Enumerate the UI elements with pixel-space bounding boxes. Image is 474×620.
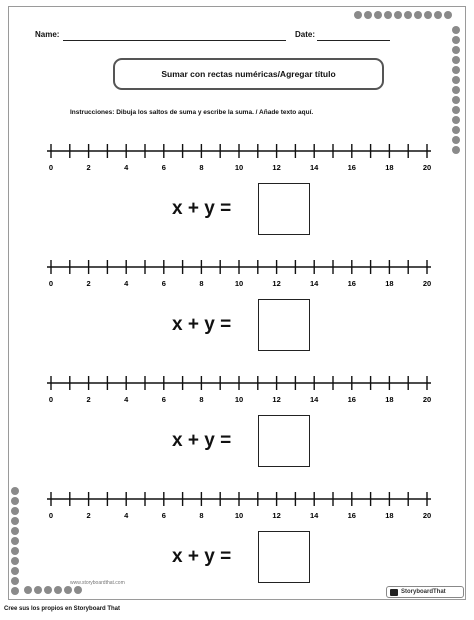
tick-label: 16 [347, 511, 356, 520]
tick-label: 18 [385, 163, 394, 172]
addition-expression: x + y = [172, 314, 232, 335]
tick-label: 20 [422, 163, 432, 172]
tick-label: 12 [272, 279, 281, 288]
decorative-dot [452, 76, 460, 84]
tick-label: 4 [124, 279, 129, 288]
decorative-dot [11, 577, 19, 585]
decorative-dot [44, 586, 52, 594]
tick-label: 20 [422, 395, 432, 404]
tick-label: 8 [199, 395, 204, 404]
decorative-dot [452, 146, 460, 154]
decorative-dot [452, 36, 460, 44]
addition-expression: x + y = [172, 198, 232, 219]
decorative-dot [394, 11, 402, 19]
decorative-dot [11, 507, 19, 515]
decorative-dot [11, 517, 19, 525]
tick-label: 16 [347, 163, 356, 172]
decorative-dot [452, 136, 460, 144]
page-title: Sumar con rectas numéricas/Agregar título [161, 69, 336, 79]
decorative-dot [452, 26, 460, 34]
tick-label: 6 [161, 395, 166, 404]
tick-label: 14 [310, 279, 319, 288]
tick-label: 18 [385, 279, 394, 288]
decorative-dot [424, 11, 432, 19]
decorative-dot [452, 106, 460, 114]
decorative-dot [444, 11, 452, 19]
decorative-dot [452, 96, 460, 104]
tick-label: 20 [422, 511, 432, 520]
decorative-dot [34, 586, 42, 594]
tick-label: 6 [161, 163, 166, 172]
decorative-dot [11, 487, 19, 495]
tick-label: 0 [48, 511, 54, 520]
decorative-dot [24, 586, 32, 594]
decorative-dot [452, 46, 460, 54]
decorative-dot [384, 11, 392, 19]
tick-label: 12 [272, 395, 281, 404]
tick-label: 10 [234, 279, 244, 288]
decorative-dot [452, 86, 460, 94]
tick-label: 0 [48, 395, 54, 404]
tick-label: 6 [161, 279, 166, 288]
tick-label: 20 [422, 279, 432, 288]
tick-label: 10 [234, 511, 244, 520]
addition-expression: x + y = [172, 430, 232, 451]
footer-text[interactable]: Cree sus los propios en Storyboard That [4, 606, 121, 612]
decorative-dot [54, 586, 62, 594]
decorative-dot [452, 116, 460, 124]
decorative-dot [11, 537, 19, 545]
tick-label: 16 [347, 395, 356, 404]
tick-label: 0 [48, 279, 54, 288]
decorative-dot [11, 547, 19, 555]
logo-text: StoryboardThat [401, 589, 446, 595]
tick-label: 8 [199, 163, 204, 172]
tick-label: 12 [272, 163, 281, 172]
decorative-dot [11, 497, 19, 505]
instructions: Instrucciones: Dibuja los saltos de suma y escribe la suma. / Añade texto aquí. [70, 109, 314, 116]
tick-label: 14 [310, 395, 319, 404]
tick-label: 2 [86, 511, 91, 520]
storyboard-icon [390, 589, 398, 596]
decorative-dot [74, 586, 82, 594]
tick-label: 4 [124, 395, 129, 404]
tick-label: 2 [86, 395, 91, 404]
tick-label: 6 [161, 511, 166, 520]
decorative-dot [434, 11, 442, 19]
decorative-dot [452, 66, 460, 74]
name-label: Name: [35, 30, 60, 39]
tick-label: 8 [199, 279, 204, 288]
tick-label: 18 [385, 511, 394, 520]
decorative-dot [452, 56, 460, 64]
decorative-dot [404, 11, 412, 19]
tick-label: 4 [124, 511, 129, 520]
tick-label: 14 [310, 163, 319, 172]
decorative-dot [452, 126, 460, 134]
tick-label: 0 [48, 163, 54, 172]
tick-label: 4 [124, 163, 129, 172]
decorative-dot [11, 587, 19, 595]
watermark-text: www.storyboardthat.com [70, 580, 125, 586]
tick-label: 2 [86, 163, 91, 172]
decorative-dot [364, 11, 372, 19]
tick-label: 16 [347, 279, 356, 288]
tick-label: 10 [234, 395, 244, 404]
addition-expression: x + y = [172, 546, 232, 567]
tick-label: 18 [385, 395, 394, 404]
tick-label: 10 [234, 163, 244, 172]
tick-label: 12 [272, 511, 281, 520]
decorative-dot [374, 11, 382, 19]
tick-label: 8 [199, 511, 204, 520]
storyboardthat-logo[interactable] [386, 586, 464, 598]
decorative-dot [11, 527, 19, 535]
tick-label: 2 [86, 279, 91, 288]
decorative-dot [64, 586, 72, 594]
date-label: Date: [295, 30, 316, 39]
decorative-dot [354, 11, 362, 19]
tick-label: 14 [310, 511, 319, 520]
decorative-dot [414, 11, 422, 19]
decorative-dot [11, 557, 19, 565]
decorative-dot [11, 567, 19, 575]
